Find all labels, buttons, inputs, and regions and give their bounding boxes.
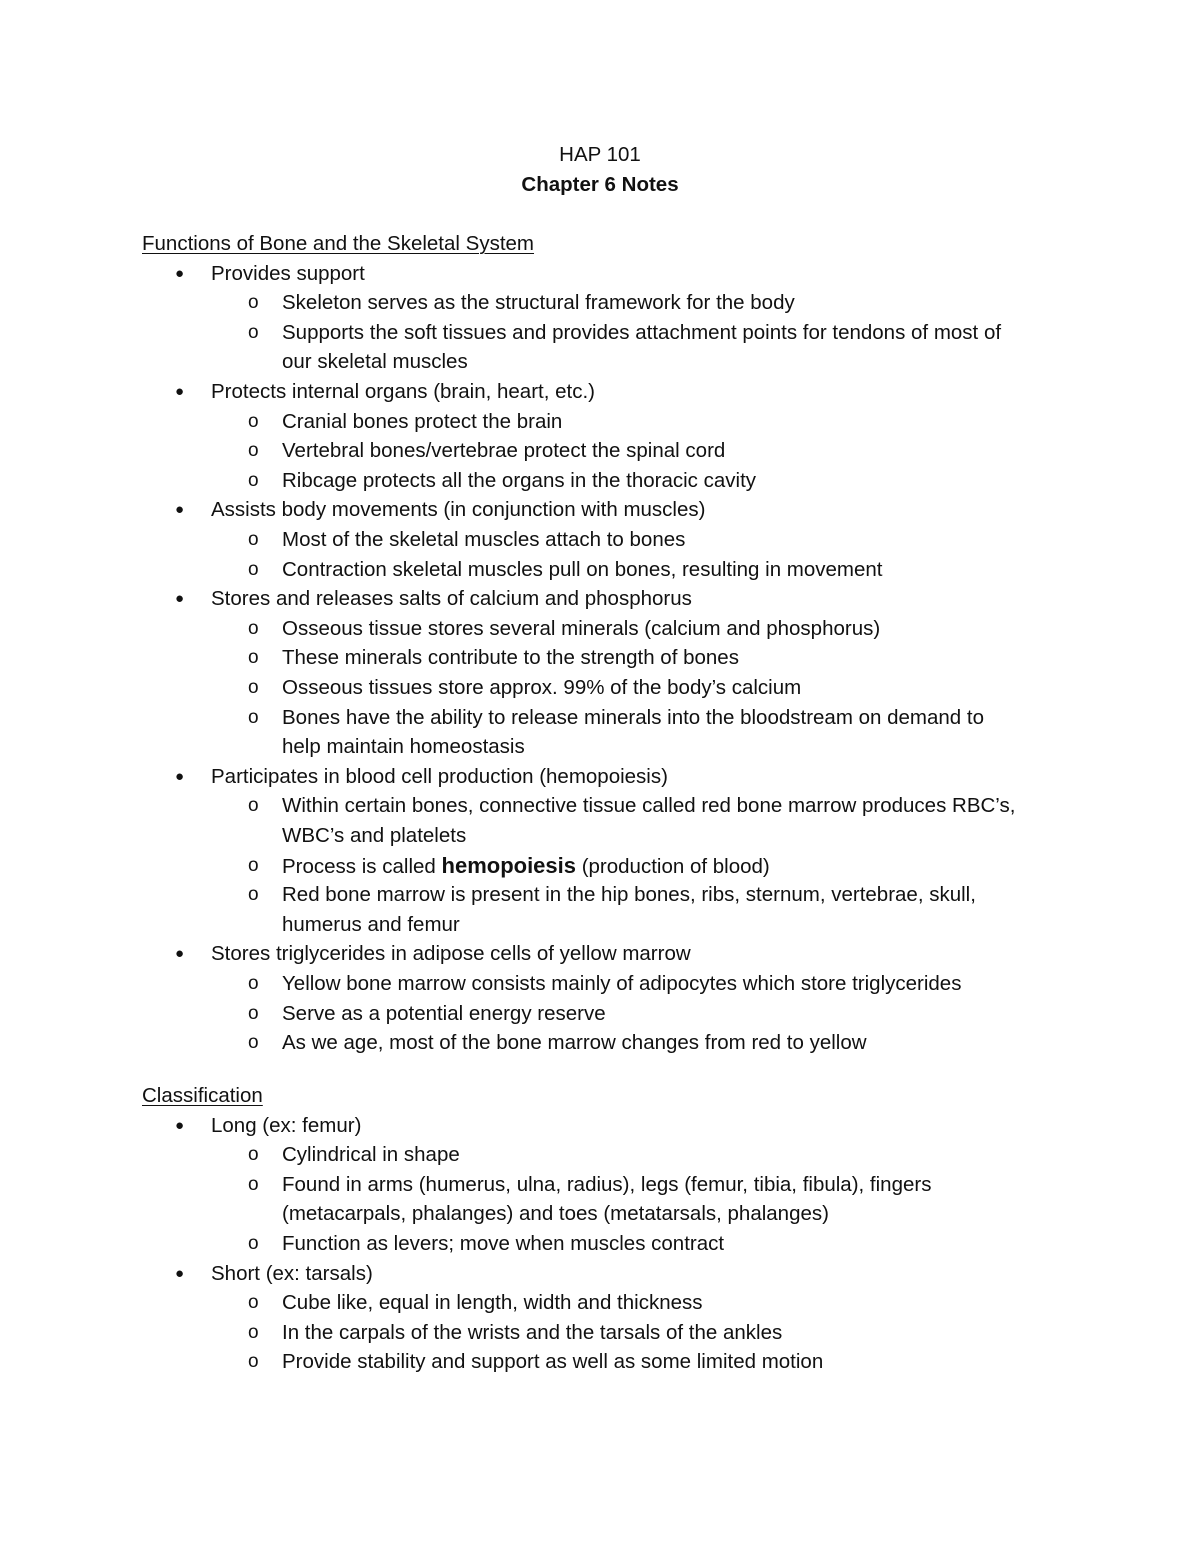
sub-bullet-circle-icon: o <box>248 617 259 639</box>
sub-bullet-item: These minerals contribute to the strength of bones <box>282 646 739 670</box>
sub-bullet-item: Cylindrical in shape <box>282 1143 460 1167</box>
sub-bullet-circle-icon: o <box>248 529 259 550</box>
sub-bullet-circle-icon: o <box>248 973 259 994</box>
sub-bullet-item <box>282 851 770 881</box>
sub-bullet-item: Most of the skeletal muscles attach to bones <box>282 528 686 551</box>
sub-bullet-circle-icon: o <box>248 1351 259 1373</box>
sub-bullet-item: humerus and femur <box>282 912 460 936</box>
bullet-dot-icon: ● <box>175 1116 185 1134</box>
sub-bullet-circle-icon: o <box>248 647 259 669</box>
bullet-item: Provides support <box>211 261 365 285</box>
sub-bullet-item: In the carpals of the wrists and the tarsals of the ankles <box>282 1320 783 1344</box>
sub-bullet-circle-icon: o <box>248 1144 259 1166</box>
bullet-item: Participates in blood cell production (hemopoiesis) <box>211 764 668 788</box>
sub-bullet-item: our skeletal muscles <box>282 350 468 374</box>
sub-bullet-circle-icon: o <box>248 292 259 314</box>
sub-bullet-circle-icon: o <box>248 1173 259 1195</box>
sub-bullet-circle-icon: o <box>248 1002 259 1024</box>
sub-bullet-item: Cube like, equal in length, width and thickness <box>282 1291 703 1315</box>
sub-bullet-circle-icon: o <box>248 469 259 491</box>
sub-bullet-item: Within certain bones, connective tissue called red bone marrow produces RBC’s, <box>282 794 1016 818</box>
bullet-dot-icon: ● <box>175 383 185 400</box>
sub-bullet-circle-icon: o <box>248 410 259 432</box>
bullet-item: Short (ex: tarsals) <box>211 1261 373 1285</box>
sub-bullet-item: Serve as a potential energy reserve <box>282 1001 606 1025</box>
sub-bullet-circle-icon: o <box>248 706 259 728</box>
sub-bullet-circle-icon: o <box>248 440 259 462</box>
sub-bullet-item: Contraction skeletal muscles pull on bones, resulting in movement <box>282 557 883 581</box>
sub-bullet-circle-icon: o <box>248 884 259 906</box>
sub-bullet-item: Vertebral bones/vertebrae protect the spinal cord <box>282 439 726 463</box>
bullet-dot-icon: ● <box>175 501 185 519</box>
sub-bullet-item: WBC’s and platelets <box>282 824 467 847</box>
sub-bullet-circle-icon: o <box>248 795 259 817</box>
sub-bullet-circle-icon: o <box>248 1321 259 1343</box>
text-run: Process is called <box>282 854 442 878</box>
bullet-item: Stores and releases salts of calcium and phosphorus <box>211 587 692 611</box>
sub-bullet-item: Yellow bone marrow consists mainly of adipocytes which store triglycerides <box>282 972 962 995</box>
sub-bullet-circle-icon: o <box>248 321 259 343</box>
sub-bullet-item: Osseous tissues store approx. 99% of the body’s calcium <box>282 676 802 699</box>
sub-bullet-item: (metacarpals, phalanges) and toes (metatarsals, phalanges) <box>282 1202 829 1226</box>
sub-bullet-item: help maintain homeostasis <box>282 735 525 759</box>
sub-bullet-circle-icon: o <box>248 1032 259 1054</box>
bullet-item: Assists body movements (in conjunction with muscles) <box>211 498 706 522</box>
sub-bullet-circle-icon: o <box>248 558 259 580</box>
bullet-item: Protects internal organs (brain, heart, etc.) <box>211 380 595 403</box>
sub-bullet-item: Skeleton serves as the structural framework for the body <box>282 291 795 315</box>
sub-bullet-circle-icon: o <box>248 677 259 698</box>
bullet-dot-icon: ● <box>175 1264 185 1282</box>
bullet-item: Stores triglycerides in adipose cells of yellow marrow <box>211 942 691 966</box>
sub-bullet-item: Supports the soft tissues and provides attachment points for tendons of most of <box>282 320 1002 344</box>
document-title: HAP 101 <box>559 143 641 166</box>
sub-bullet-item: Function as levers; move when muscles contract <box>282 1232 725 1255</box>
bullet-item: Long (ex: femur) <box>211 1113 362 1137</box>
sub-bullet-item: Bones have the ability to release minerals into the bloodstream on demand to <box>282 705 984 729</box>
sub-bullet-item: Found in arms (humerus, ulna, radius), legs (femur, tibia, fibula), fingers <box>282 1172 932 1196</box>
text-run: (production of blood) <box>576 854 770 878</box>
bullet-dot-icon: ● <box>175 767 185 785</box>
sub-bullet-item: Ribcage protects all the organs in the thoracic cavity <box>282 468 757 492</box>
emphasized-term: hemopoiesis <box>441 852 576 878</box>
sub-bullet-item: Cranial bones protect the brain <box>282 409 563 433</box>
section-heading: Functions of Bone and the Skeletal System <box>142 232 535 255</box>
bullet-dot-icon: ● <box>175 945 185 963</box>
sub-bullet-item: Osseous tissue stores several minerals (calcium and phosphorus) <box>282 616 881 640</box>
bullet-dot-icon: ● <box>175 264 185 282</box>
sub-bullet-circle-icon: o <box>248 854 259 876</box>
sub-bullet-item: As we age, most of the bone marrow changes from red to yellow <box>282 1031 867 1055</box>
document-subtitle: Chapter 6 Notes <box>521 173 679 196</box>
sub-bullet-item: Red bone marrow is present in the hip bones, ribs, sternum, vertebrae, skull, <box>282 883 976 907</box>
sub-bullet-circle-icon: o <box>248 1292 259 1314</box>
section-heading: Classification <box>142 1084 263 1107</box>
sub-bullet-circle-icon: o <box>248 1233 259 1254</box>
sub-bullet-item: Provide stability and support as well as some limited motion <box>282 1350 824 1374</box>
bullet-dot-icon: ● <box>175 590 185 608</box>
